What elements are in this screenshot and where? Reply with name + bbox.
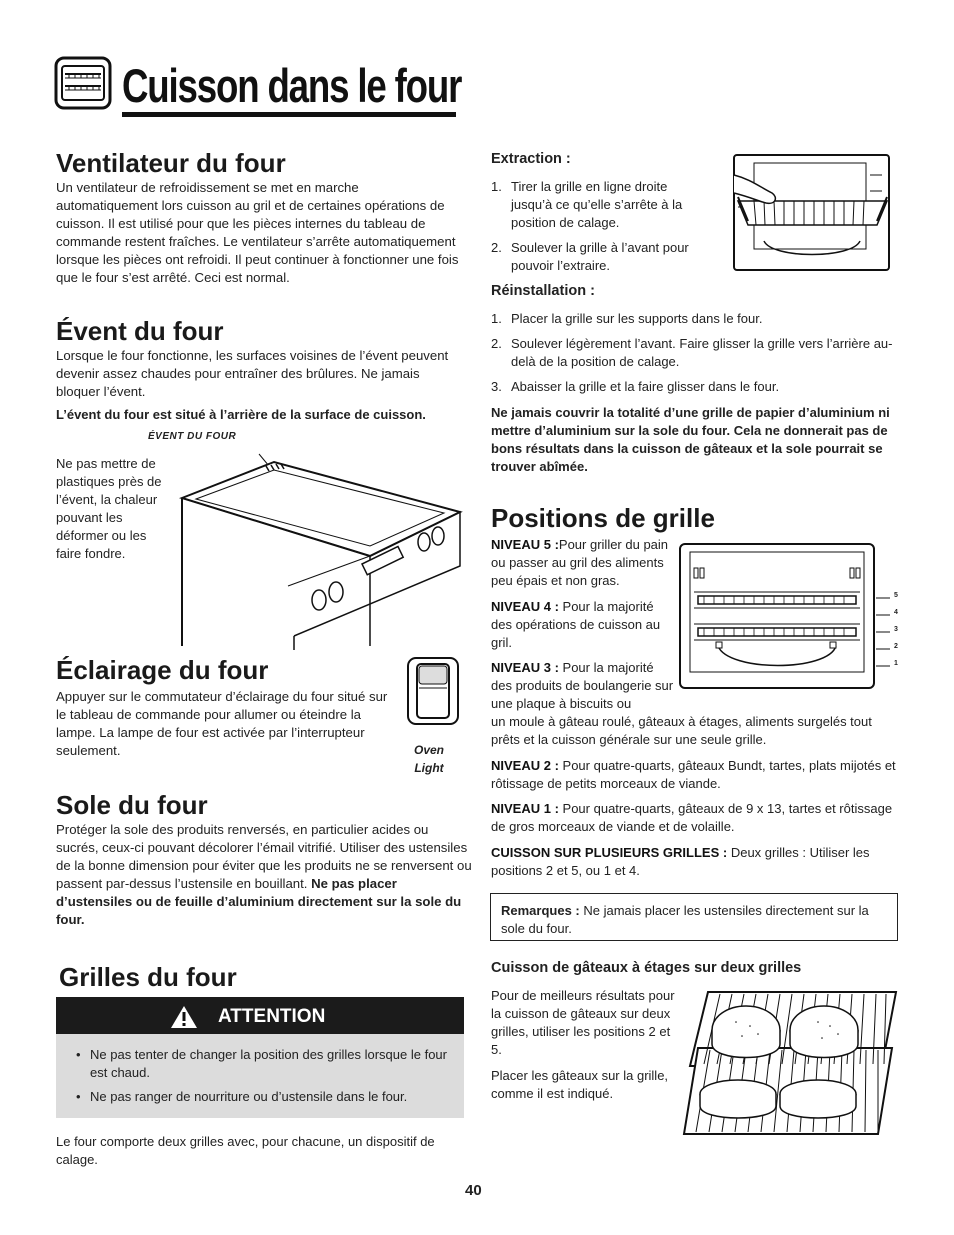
rack-number: 5	[894, 592, 898, 599]
oven-light-label-line-1: Oven	[414, 743, 445, 757]
reinstallation-step	[491, 310, 899, 328]
level-2	[491, 757, 901, 793]
cooktop-vent-illustration	[174, 446, 466, 650]
level-text: Pour quatre-quarts, gâteaux Bundt, tartes, plats mijotés et rôtissage de petits morceaux de viande.	[491, 758, 896, 791]
oven-rack-icon	[54, 56, 112, 110]
remarks-box	[490, 893, 898, 941]
oven-light-switch-icon[interactable]	[406, 656, 460, 726]
rack-number: 1	[894, 660, 898, 667]
ventilateur-body: Un ventilateur de refroidissement se met en marche automatiquement lors cuisson au gril et de certaines opérations de cuisson. Il est utilisé pour que les pièces internes du tableau de commande restent fraîches. Le ventilateur s’arrête automatiquement lorsque les pièces ont refroidi. Il peut continuer à fonctionner une fois que le four s’est arrêté. Ceci est normal.	[56, 180, 459, 285]
oven-light-label	[414, 741, 444, 777]
gateaux-heading: Cuisson de gâteaux à étages sur deux grilles	[491, 960, 802, 976]
multi-rack	[491, 844, 901, 880]
rack-number: 4	[894, 609, 898, 616]
eclairage-body: Appuyer sur le commutateur d’éclairage du four situé sur le tableau de commande pour allumer ou éteindre la lampe. La lampe de four est activée par l’interrupteur seulement.	[56, 689, 388, 758]
title-underline	[122, 112, 456, 117]
sole-bold: Ne pas placer d’ustensiles ou de feuille d’aluminium directement sur la sole du four.	[56, 876, 462, 927]
attention-box	[56, 1034, 464, 1118]
step-number: 1.	[491, 179, 502, 194]
event-heading: Évent du four	[56, 316, 224, 346]
sole-body	[56, 821, 472, 929]
step-number: 2.	[491, 240, 502, 255]
rack-extraction-illustration	[732, 153, 892, 273]
step-text: Placer la grille sur les supports dans le four.	[511, 311, 763, 326]
remarks-label: Remarques :	[501, 903, 580, 918]
warning-icon	[170, 1005, 198, 1029]
extraction-step	[491, 178, 696, 232]
reinstallation-step	[491, 378, 899, 396]
positions-heading: Positions de grille	[491, 503, 715, 533]
reinstallation-step	[491, 335, 899, 371]
event-figure-label: ÉVENT DU FOUR	[148, 431, 237, 442]
level-label: NIVEAU 1 :	[491, 801, 559, 816]
level-text: Deux grilles : Utiliser les positions 2 et 5, ou 1 et 4.	[491, 845, 870, 878]
step-text: Soulever la grille à l’avant pour pouvoir l’extraire.	[511, 240, 689, 273]
level-label: NIVEAU 5 :	[491, 537, 559, 552]
rack-level-numbers	[894, 587, 898, 672]
level-text: Pour la majorité des opérations de cuisson au gril.	[491, 599, 661, 650]
step-number: 1.	[491, 311, 502, 326]
event-body: Lorsque le four fonctionne, les surfaces voisines de l’évent peuvent devenir assez chaudes pour entraîner des brûlures. Ne jamais bloquer l’évent.	[56, 348, 449, 399]
event-bold-note: L’évent du four est situé à l’arrière de la surface de cuisson.	[56, 407, 426, 422]
reinstallation-steps	[491, 310, 899, 403]
gateaux-para-1: Pour de meilleurs résultats pour la cuisson de gâteaux sur deux grilles, utiliser les positions 2 et 5.	[491, 988, 675, 1057]
oven-light-label-line-2: Light	[414, 761, 444, 775]
cakes-on-racks-illustration	[680, 988, 904, 1148]
rack-level-markers	[876, 590, 896, 672]
grilles-body: Le four comporte deux grilles avec, pour chacune, un dispositif de calage.	[56, 1134, 435, 1167]
extraction-heading: Extraction :	[491, 151, 571, 167]
remarks-text	[501, 902, 887, 938]
step-text: Abaisser la grille et la faire glisser dans le four.	[511, 379, 780, 394]
step-text: Tirer la grille en ligne droite jusqu’à ce qu’elle s’arrête à la position de calage.	[511, 179, 683, 230]
level-text: Pour quatre-quarts, gâteaux de 9 x 13, tartes et rôtissage de gros morceaux de viande et de volaille.	[491, 801, 893, 834]
attention-list	[56, 1046, 464, 1106]
sole-heading: Sole du four	[56, 790, 208, 820]
level-label: NIVEAU 2 :	[491, 758, 559, 773]
grilles-heading: Grilles du four	[59, 962, 237, 992]
level-1	[491, 800, 901, 836]
page-number: 40	[465, 1182, 482, 1199]
extraction-steps	[491, 178, 696, 282]
gateaux-para-2: Placer les gâteaux sur la grille, comme il est indiqué.	[491, 1068, 669, 1101]
step-text: Soulever légèrement l’avant. Faire glisser la grille vers l’arrière au-delà de la position de calage.	[511, 336, 893, 369]
eclairage-heading: Éclairage du four	[56, 655, 269, 685]
level-4	[491, 598, 677, 652]
level-text: Pour la majorité des produits de boulangerie sur une plaque à biscuits ou	[491, 660, 674, 711]
attention-item: • Ne pas ranger de nourriture ou d’ustensile dans le four.	[76, 1088, 454, 1106]
level-5	[491, 536, 677, 590]
page-title: Cuisson dans le four	[122, 59, 462, 112]
attention-label: ATTENTION	[218, 1006, 326, 1027]
rack-number: 3	[894, 626, 898, 633]
rack-number: 2	[894, 643, 898, 650]
ventilateur-heading: Ventilateur du four	[56, 148, 286, 178]
extraction-step	[491, 239, 696, 275]
event-side-note: Ne pas mettre de plastiques près de l’évent, la chaleur pouvant les déformer ou les faire fondre.	[56, 456, 162, 561]
level-3-continued: un moule à gâteau roulé, gâteaux à étages, aliments surgelés tout prêts et la cuisson générale sur une seule grille.	[491, 714, 872, 747]
reinstallation-heading: Réinstallation :	[491, 283, 595, 299]
step-number: 3.	[491, 379, 502, 394]
level-3	[491, 659, 677, 713]
attention-banner	[56, 997, 464, 1034]
attention-item: • Ne pas tenter de changer la position des grilles lorsque le four est chaud.	[76, 1046, 454, 1082]
level-label: NIVEAU 3 :	[491, 660, 559, 675]
rack-positions-illustration	[678, 542, 876, 690]
remarks-body: Ne jamais placer les ustensiles directement sur la sole du four.	[501, 903, 869, 936]
sole-text: Protéger la sole des produits renversés, en particulier acides ou sucrés, ceux-ci pouvant décolorer l’émail vitrifié. Utiliser des ustensiles de la bonne dimension pour éviter que les produits ne se renversent ou passent par-dessus l’ustensile en bouillant.	[56, 822, 472, 891]
step-number: 2.	[491, 336, 502, 351]
level-text: Pour griller du pain ou passer au gril des aliments peu épais et non gras.	[491, 537, 669, 588]
level-label: NIVEAU 4 :	[491, 599, 559, 614]
level-label: CUISSON SUR PLUSIEURS GRILLES :	[491, 845, 728, 860]
aluminium-warning: Ne jamais couvrir la totalité d’une grille de papier d’aluminium ni mettre d’aluminium sur la sole du four. Cela ne donnerait pas de bons résultats dans la cuisson de gâteaux et la sole pourrait se trouver abîmée.	[491, 405, 890, 474]
